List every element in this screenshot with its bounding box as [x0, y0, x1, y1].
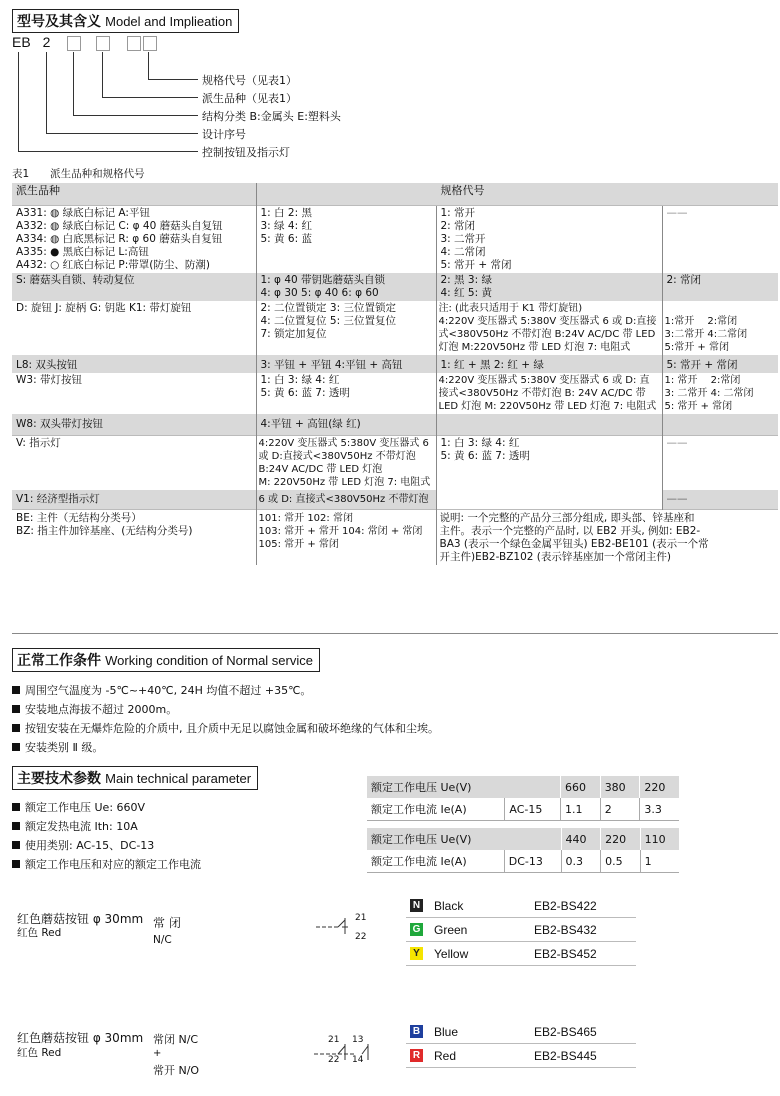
model-code-prefix: EB	[12, 34, 31, 50]
cell-text: 注: (此表只适用于 K1 带灯旋钮)	[438, 303, 583, 314]
cell-text: 4:220V 变压器式 5:380V 变压器式 6 或 D: 直	[438, 375, 650, 386]
table1-header-right: 规格代号	[256, 183, 778, 206]
color-badge-green: G	[410, 923, 423, 936]
condition-item	[12, 701, 177, 717]
param-text: 额定工作电压和对应的额定工作电流	[25, 858, 201, 871]
cell-value: 1.1	[560, 798, 600, 821]
table-row	[12, 355, 778, 373]
cell-text: A332: ◍ 绿底白标记 C: φ 40 蘑菇头自复钮	[16, 220, 223, 232]
table-row	[12, 490, 778, 510]
cell-text: 5: 黄 6: 蓝	[260, 233, 312, 245]
param-text: 使用类别: AC-15、DC-13	[25, 839, 155, 852]
term-21: 21	[328, 1035, 340, 1045]
dash-placeholder: ——	[666, 437, 688, 449]
cell-text: 101: 常开 102: 常闭	[258, 513, 353, 524]
cell-text: 3: 二常开	[440, 233, 486, 245]
table1-header-left: 派生品种	[12, 183, 256, 206]
cell-text: 2: 二位置锁定 3: 三位置锁定	[260, 302, 396, 314]
product-code: EB2-BS452	[534, 947, 597, 961]
product2-subname: 红色 Red	[17, 1047, 62, 1059]
legend-design: 设计序号	[202, 128, 246, 141]
cell-text: 说明: 一个完整的产品分三部分组成, 即头部、锌基座和	[439, 512, 695, 524]
cell-text: 接式<380V50Hz 不带灯泡 B: 24V AC/DC 带	[438, 388, 646, 399]
cell-text: M: 220V50Hz 带 LED 灯泡 7: 电阻式	[258, 477, 431, 488]
term-22: 22	[355, 932, 367, 942]
cell-text: 105: 常开 + 常闭	[258, 539, 339, 550]
param-text: 额定工作电压 Ue: 660V	[25, 801, 146, 814]
product-code: EB2-BS432	[534, 923, 597, 937]
bullet-square-icon	[12, 724, 20, 732]
cell-text: 1: 常开	[440, 207, 476, 219]
cell-value: 2	[600, 798, 640, 821]
cell-text: 5: 常开 + 常闭	[664, 401, 733, 412]
cell-text: 5: 常开 + 常闭	[666, 359, 738, 371]
conditions-title-cn: 正常工作条件	[17, 653, 101, 669]
code-slot-4	[143, 36, 157, 51]
category-label: DC-13	[504, 850, 561, 873]
category-label: AC-15	[505, 798, 561, 821]
cell-value: 0.3	[561, 850, 601, 873]
product1-name: 红色蘑菇按钮 φ 30mm	[17, 912, 144, 926]
cell-text: 灯泡 M:220V50Hz 带 LED 灯泡 7: 电阻式	[438, 342, 631, 353]
cell-text: V: 指示灯	[16, 437, 61, 449]
color-name: Yellow	[434, 947, 469, 961]
bullet-square-icon	[12, 822, 20, 830]
legend-derived: 派生品种（见表1）	[202, 92, 297, 105]
table-row	[12, 414, 778, 436]
cell-text: 4:220V 变压器式 5:380V 变压器式 6 或 D:直接	[438, 316, 657, 327]
color-name: Black	[434, 899, 464, 913]
color-badge-blue: B	[410, 1025, 423, 1038]
condition-text: 周围空气温度为 -5℃~+40℃, 24H 均值不超过 +35℃。	[25, 684, 312, 697]
cell-value: 220	[601, 828, 641, 850]
leader-line	[46, 52, 47, 133]
bullet-square-icon	[12, 743, 20, 751]
legend-product: 控制按钮及指示灯	[202, 146, 290, 159]
params-title-en: Main technical parameter	[105, 771, 252, 786]
voltage-label: 额定工作电压 Ue(V)	[367, 776, 560, 798]
cell-text: 1: 红 + 黑 2: 红 + 绿	[440, 359, 544, 371]
term-13: 13	[352, 1035, 364, 1045]
cell-text: 1: 白 3: 绿 4: 红	[260, 374, 340, 386]
cell-text: D: 旋钮 J: 旋柄 G: 钥匙 K1: 带灯旋钮	[16, 302, 192, 314]
cell-text: V1: 经济型指示灯	[16, 493, 100, 505]
cell-text: 6 或 D: 直接式<380V50Hz 不带灯泡	[258, 494, 429, 505]
cell-text: 2: 常闭	[666, 274, 702, 286]
code-slot-3	[127, 36, 141, 51]
cell-text: 4: 二位置复位 5: 三位置复位	[260, 315, 396, 327]
term-14: 14	[352, 1055, 364, 1065]
bullet-square-icon	[12, 841, 20, 849]
leader-line	[73, 115, 198, 116]
cell-text: 1: 白 3: 绿 4: 红	[440, 437, 520, 449]
color-option-row	[406, 919, 636, 942]
bullet-square-icon	[12, 686, 20, 694]
cell-text: 1: 常开 2:常闭	[664, 375, 741, 386]
leader-line	[73, 52, 74, 115]
color-name: Green	[434, 923, 468, 937]
param-item	[12, 818, 138, 834]
cell-text: BZ: 指主件加锌基座、(无结构分类号)	[16, 525, 193, 537]
dash-placeholder: ——	[666, 493, 688, 505]
leader-line	[148, 52, 149, 79]
model-section-title	[12, 9, 239, 33]
color-badge-yellow: Y	[410, 947, 423, 960]
product2-plus: +	[153, 1048, 162, 1059]
condition-text: 按钮安装在无爆炸危险的介质中, 且介质中无足以腐蚀金属和破坏绝缘的气体和尘埃。	[25, 722, 439, 735]
cell-text: 5: 常开 + 常闭	[440, 259, 512, 271]
table-bottom-rule	[12, 633, 778, 634]
color-option-row	[406, 1045, 636, 1068]
color-badge-black: N	[410, 899, 423, 912]
condition-item	[12, 739, 103, 755]
leader-line	[46, 133, 198, 134]
model-title-en: Model and Implieation	[105, 14, 233, 29]
code-slot-1	[67, 36, 81, 51]
product-code: EB2-BS465	[534, 1025, 597, 1039]
cell-text: 5:常开 + 常闭	[664, 342, 729, 353]
cell-text: 5: 黄 6: 蓝 7: 透明	[440, 450, 530, 462]
nc-contact-symbol	[314, 914, 354, 936]
cell-value: 380	[600, 776, 640, 798]
cell-text: 2: 黑 3: 绿	[440, 274, 492, 286]
cell-text: 1: 白 2: 黑	[260, 207, 312, 219]
cell-text: 4:220V 变压器式 5:380V 变压器式 6	[258, 438, 429, 449]
param-item	[12, 837, 154, 853]
leader-line	[18, 151, 198, 152]
params-section-title	[12, 766, 258, 790]
condition-item	[12, 720, 439, 736]
dc-rating-table	[367, 828, 679, 873]
term-22: 22	[328, 1055, 340, 1065]
nc-no-contact-symbol	[312, 1042, 374, 1062]
cell-value: 110	[640, 828, 679, 850]
conditions-section-title	[12, 648, 320, 672]
cell-text: LED 灯泡 M: 220V50Hz 带 LED 灯泡 7: 电阻式	[438, 401, 657, 412]
product1-contact-en: N/C	[153, 934, 172, 946]
table1	[12, 183, 778, 565]
product-code: EB2-BS445	[534, 1049, 597, 1063]
product1-subname: 红色 Red	[17, 927, 62, 939]
cell-text: B:24V AC/DC 带 LED 灯泡	[258, 464, 383, 475]
ac-rating-table	[367, 776, 679, 821]
product2-name: 红色蘑菇按钮 φ 30mm	[17, 1031, 144, 1045]
cell-text: S: 蘑菇头自锁、转动复位	[16, 274, 135, 286]
code-slot-2	[96, 36, 110, 51]
bullet-square-icon	[12, 860, 20, 868]
cell-text: W3: 带灯按钮	[16, 374, 82, 386]
cell-text: 3:二常开 4:二常闭	[664, 329, 748, 340]
table-row	[12, 301, 778, 355]
term-21: 21	[355, 913, 367, 923]
product2-contact1: 常闭 N/C	[153, 1033, 199, 1046]
cell-text: 4: 红 5: 黄	[440, 287, 492, 299]
cell-value: 440	[561, 828, 601, 850]
legend-spec: 规格代号（见表1）	[202, 74, 297, 87]
cell-text: 3: 二常开 4: 二常闭	[664, 388, 754, 399]
condition-text: 安装地点海拔不超过 2000m。	[25, 703, 178, 716]
param-item	[12, 799, 145, 815]
cell-text: 4: 二常闭	[440, 246, 486, 258]
cell-text: BA3 (表示一个绿色金属平钮头) EB2-BE101 (表示一个常	[439, 538, 709, 550]
cell-text: A334: ◍ 白底黑标记 R: φ 60 蘑菇头自复钮	[16, 233, 223, 245]
table-row	[12, 510, 778, 566]
table-row	[12, 373, 778, 414]
conditions-title-en: Working condition of Normal service	[105, 653, 313, 668]
cell-text: 103: 常开 + 常开 104: 常闭 + 常闭	[258, 526, 423, 537]
cell-text: 开主件)EB2-BZ102 (表示锌基座加一个常闭主件)	[439, 551, 671, 563]
param-text: 额定发热电流 Ith: 10A	[25, 820, 138, 833]
product2-contact2: 常开 N/O	[153, 1064, 200, 1077]
cell-value: 0.5	[601, 850, 641, 873]
cell-text: A331: ◍ 绿底白标记 A:平钮	[16, 207, 150, 219]
current-label: 额定工作电流 Ie(A)	[371, 855, 467, 868]
bullet-square-icon	[12, 705, 20, 713]
cell-text: 5: 黄 6: 蓝 7: 透明	[260, 387, 350, 399]
cell-text: A335: ● 黑底白标记 L:高钮	[16, 246, 149, 258]
cell-text: 4:平钮 + 高钮(绿 红)	[260, 418, 361, 430]
table-row	[12, 273, 778, 301]
model-code	[12, 34, 50, 50]
cell-text: 或 D:直接式<380V50Hz 不带灯泡	[258, 451, 416, 462]
params-title-cn: 主要技术参数	[17, 771, 101, 787]
cell-text: 4: φ 30 5: φ 40 6: φ 60	[260, 287, 379, 299]
param-item	[12, 856, 201, 872]
cell-value: 3.3	[640, 798, 679, 821]
cell-value: 220	[640, 776, 679, 798]
cell-text: 1:常开 2:常闭	[664, 316, 738, 327]
dash-placeholder: ——	[666, 207, 688, 219]
bullet-square-icon	[12, 803, 20, 811]
leader-line	[18, 52, 19, 151]
color-name: Red	[434, 1049, 457, 1063]
model-title-cn: 型号及其含义	[17, 14, 101, 30]
cell-text: 3: 绿 4: 红	[260, 220, 312, 232]
cell-text: 7: 锁定加复位	[260, 328, 327, 340]
color-name: Blue	[434, 1025, 459, 1039]
condition-item	[12, 682, 311, 698]
current-label: 额定工作电流 Ie(A)	[371, 803, 467, 816]
cell-text: BE: 主件（无结构分类号）	[16, 512, 142, 524]
color-option-row	[406, 895, 636, 918]
cell-text: W8: 双头带灯按钮	[16, 418, 103, 430]
cell-text: A432: ○ 红底白标记 P:带罩(防尘、防潮)	[16, 259, 210, 271]
leader-line	[102, 97, 198, 98]
cell-text: 1: φ 40 带钥匙蘑菇头自锁	[260, 274, 386, 286]
color-option-row	[406, 1021, 636, 1044]
color-option-row	[406, 943, 636, 966]
color-badge-red: R	[410, 1049, 423, 1062]
cell-text: 主件。表示一个完整的产品时, 以 EB2 开头, 例如: EB2-	[439, 525, 701, 537]
product1-contact-cn: 常 闭	[153, 916, 181, 930]
product-code: EB2-BS422	[534, 899, 597, 913]
leader-line	[102, 52, 103, 97]
model-code-digit: 2	[42, 34, 51, 50]
cell-text: L8: 双头按钮	[16, 359, 78, 371]
table1-caption: 表1 派生品种和规格代号	[12, 168, 145, 180]
legend-structure: 结构分类 B:金属头 E:塑料头	[202, 110, 341, 123]
leader-line	[148, 79, 198, 80]
cell-text: 2: 常闭	[440, 220, 476, 232]
condition-text: 安装类别 Ⅱ 级。	[25, 741, 104, 754]
cell-text: 3: 平钮 + 平钮 4:平钮 + 高钮	[260, 359, 403, 371]
voltage-label: 额定工作电压 Ue(V)	[367, 828, 561, 850]
table-row	[12, 436, 778, 491]
cell-value: 1	[640, 850, 679, 873]
cell-value: 660	[560, 776, 600, 798]
cell-text: 式<380V50Hz 不带灯泡 B:24V AC/DC 带 LED	[438, 329, 656, 340]
table-row	[12, 206, 778, 274]
